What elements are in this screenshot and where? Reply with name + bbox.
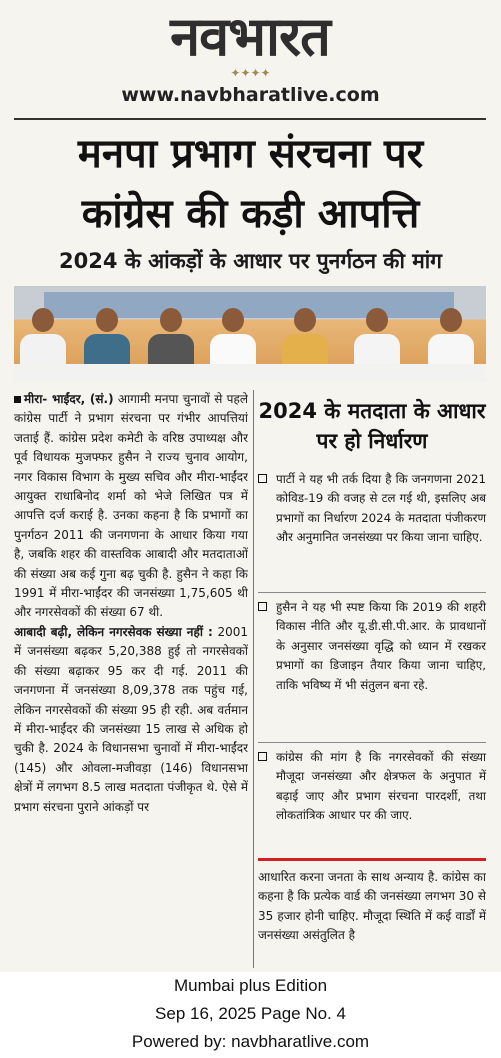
- date-page-label: Sep 16, 2025 Page No. 4: [155, 1004, 346, 1023]
- bullet-text: हुसैन ने यह भी स्पष्ट किया कि 2019 की शहरी विकास नीति और यू.डी.सी.पी.आर. के प्रावधानों के अनुसार जनसंख्या वृद्धि को ध्यान में रखकर प्रभागों का डिजाइन तैयार किया जाना चाहिए, ताकि भविष्य में भी संतुलन बना रहे.: [276, 600, 486, 692]
- sidebar-bullet: [258, 748, 486, 826]
- bullet-divider: [258, 742, 486, 743]
- sidebar-bullet: [258, 598, 486, 695]
- photo-person: [282, 308, 328, 368]
- masthead: [0, 0, 501, 118]
- bullet-text: कांग्रेस की मांग है कि नगरसेवकों की संख्या मौजूदा जनसंख्या और क्षेत्रफल के अनुपात में बढ़ाई जाए और प्रभाग संरचना पारदर्शी, तथा लोकतांत्रिक आधार पर की जाए.: [276, 750, 486, 823]
- sidebar-title: 2024 के मतदाता के आधार पर हो निर्धारण: [258, 399, 486, 453]
- bullet-square-icon: [14, 396, 21, 403]
- masthead-divider: [14, 118, 486, 120]
- bullet-divider: [258, 592, 486, 593]
- article-subheading: आबादी बढ़ी, लेकिन नगरसेवक संख्या नहीं :: [14, 624, 213, 639]
- subheadline: 2024 के आंकड़ों के आधार पर पुनर्गठन की मांग: [58, 249, 443, 273]
- website-url: www.navbharatlive.com: [121, 84, 380, 106]
- photo-person: [354, 308, 400, 368]
- column-divider: [253, 390, 254, 968]
- newspaper-logo: नवभारत: [170, 5, 330, 68]
- powered-by-label: Powered by: navbharatlive.com: [131, 1032, 370, 1051]
- photo-table: [14, 364, 486, 382]
- checkbox-bullet-icon: [258, 752, 267, 761]
- dateline: मीरा- भाईंदर, (सं.): [24, 392, 114, 406]
- press-conference-photo: [14, 286, 486, 382]
- photo-person: [148, 308, 194, 368]
- photo-person: [210, 308, 256, 368]
- article-paragraph: [14, 623, 248, 817]
- sidebar-red-rule: [258, 858, 486, 861]
- checkbox-bullet-icon: [258, 474, 267, 483]
- article-paragraph: [14, 390, 248, 623]
- article-text: आगामी मनपा चुनावों से पहले कांग्रेस पार्टी ने प्रभाग संरचना पर गंभीर आपत्तियां जताई हैं. कांग्रेस प्रदेश कमेटी के वरिष्ठ उपाध्यक्ष और पूर्व विधायक मुजफ्फर हुसैन ने राज्य चुनाव आयोग, नगर विकास विभाग के मुख्य सचिव और मीरा-भाईंदर आयुक्त राधाबिनोद शर्मा को भेजे लिखित पत्र में आपत्ति दर्ज कराई है. उनका कहना है कि प्रभागों का पुनर्गठन 2011 की जनगणना के आधार किया गया है, जबकि शहर की वास्तविक आबादी और मतदाताओं की संख्या अब कई गुना बढ़ चुकी है. हुसैन ने कहा कि 1991 में मीरा-भाईंदर की जनसंख्या 1,75,605 थी और नगरसेवकों की संख्या 67 थी.: [14, 392, 248, 620]
- bullet-text: पार्टी ने यह भी तर्क दिया है कि जनगणना 2021 कोविड-19 की वजह से टल गई थी, इसलिए अब प्रभागों का निर्धारण 2024 के मतदाता पंजीकरण और अनुमानित जनसंख्या पर किया जाना चाहिए.: [276, 472, 486, 545]
- headline-line-1: मनपा प्रभाग संरचना पर: [77, 131, 424, 177]
- logo-ornament: ✦✦✦✦: [230, 66, 271, 80]
- headline-line-2: कांग्रेस की कड़ी आपत्ति: [81, 191, 420, 237]
- article-main-column: [14, 390, 248, 972]
- checkbox-bullet-icon: [258, 602, 267, 611]
- article-text: 2001 में जनसंख्या बढ़कर 5,20,388 हुई तो नगरसेवकों की संख्या बढ़ाकर 95 कर दी गई. 2011 की जनगणना में जनसंख्या 8,09,378 तक पहुंच गई, लेकिन नगरसेवकों की संख्या 95 ही रही. अब वर्तमान में मीरा-भाईंदर की जनसंख्या 15 लाख से अधिक हो चुकी है. 2024 के विधानसभा चुनावों में मीरा-भाईंदर (145) और ओवला-मजीवड़ा (146) विधानसभा क्षेत्रों में लगभग 8.5 लाख मतदाता पंजीकृत थे. ऐसे में प्रभाग संरचना पुराने आंकड़ों पर: [14, 624, 248, 814]
- photo-person: [84, 308, 130, 368]
- sidebar-bullet: [258, 470, 486, 548]
- article-continuation: आधारित करना जनता के साथ अन्याय है. कांग्रेस का कहना है कि प्रत्येक वार्ड की जनसंख्या लगभग 30 से 35 हजार होनी चाहिए. मौजूदा स्थिति में कई वार्डों में जनसंख्या असंतुलित है: [258, 870, 486, 943]
- edition-label: Mumbai plus Edition: [173, 976, 328, 995]
- photo-person: [20, 308, 66, 368]
- photo-person: [428, 308, 474, 368]
